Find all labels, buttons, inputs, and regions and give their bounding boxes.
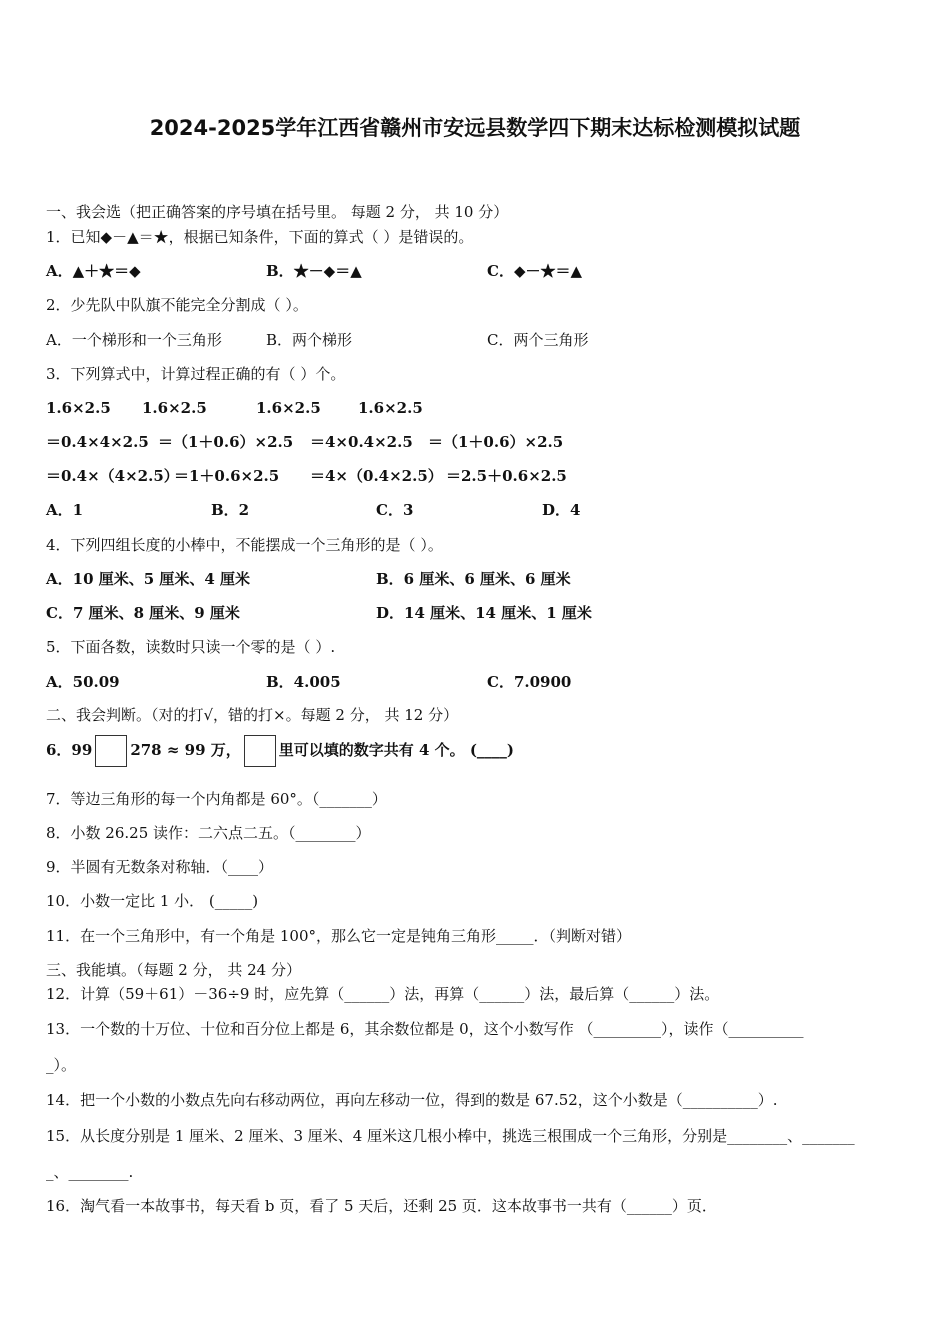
q2-option-c: C．两个三角形 xyxy=(487,331,589,349)
q13-line2: _）。 xyxy=(46,1056,77,1074)
q4-option-c: C．7 厘米、8 厘米、9 厘米 xyxy=(46,604,240,622)
q3-col3-line3: ＝4×（0.4×2.5） xyxy=(310,467,443,485)
q3-col3-line2: ＝4×0.4×2.5 xyxy=(310,433,413,451)
q3-option-c: C．3 xyxy=(376,501,414,519)
section1-heading: 一、我会选（把正确答案的序号填在括号里。 每题 2 分， 共 10 分） xyxy=(46,203,509,221)
q6-text-c: 里可以填的数字共有 4 个。 (____) xyxy=(278,741,515,759)
q2-option-b: B．两个梯形 xyxy=(266,331,353,349)
q2-stem: 2．少先队中队旗不能完全分割成（ ）。 xyxy=(46,296,308,314)
q3-col1-line3: ＝0.4×（4×2.5） xyxy=(46,467,179,485)
q3-col2-line1: 1.6×2.5 xyxy=(142,399,207,417)
q5-stem: 5．下面各数，读数时只读一个零的是（ ）. xyxy=(46,638,336,656)
q1-option-b: B．★－◆＝▲ xyxy=(266,262,362,280)
q15-line2: _、________. xyxy=(46,1163,134,1181)
q3-col1-line2: ＝0.4×4×2.5 xyxy=(46,433,149,451)
q11: 11．在一个三角形中，有一个角是 100°，那么它一定是钝角三角形_____．（判断对错） xyxy=(46,927,631,945)
q9: 9．半圆有无数条对称轴．（____） xyxy=(46,858,274,876)
q15-line1: 15．从长度分别是 1 厘米、2 厘米、3 厘米、4 厘米这几根小棒中，挑选三根围成一个三角形，分别是________、_______ xyxy=(46,1127,855,1145)
q3-col1-line1: 1.6×2.5 xyxy=(46,399,111,417)
section3-heading: 三、我能填。（每题 2 分， 共 24 分） xyxy=(46,961,301,979)
q12: 12．计算（59＋61）－36÷9 时，应先算（______）法，再算（______）法，最后算（______）法。 xyxy=(46,985,720,1003)
section2-heading: 二、我会判断。（对的打√，错的打×。每题 2 分， 共 12 分） xyxy=(46,706,459,724)
q7: 7．等边三角形的每一个内角都是 60°。（_______） xyxy=(46,790,387,808)
q13-line1: 13．一个数的十万位、十位和百分位上都是 6，其余数位都是 0，这个小数写作 （_________），读作（__________ xyxy=(46,1020,804,1038)
q3-col4-line1: 1.6×2.5 xyxy=(358,399,423,417)
q14: 14．把一个小数的小数点先向右移动两位，再向左移动一位，得到的数是 67.52，这个小数是（__________）. xyxy=(46,1091,778,1109)
q6-blank-box[interactable] xyxy=(95,735,127,767)
q4-option-d: D．14 厘米、14 厘米、1 厘米 xyxy=(376,604,592,622)
q16: 16．淘气看一本故事书，每天看 b 页，看了 5 天后，还剩 25 页．这本故事书一共有（______）页． xyxy=(46,1197,717,1215)
q5-option-a: A．50.09 xyxy=(46,673,120,691)
q8: 8．小数 26.25 读作：二六点二五。（________） xyxy=(46,824,371,842)
q3-option-b: B．2 xyxy=(211,501,250,519)
q6-text-a: 6．99 xyxy=(46,741,93,759)
q3-col4-line3: ＝2.5＋0.6×2.5 xyxy=(446,467,567,485)
q6-blank-box-2[interactable] xyxy=(244,735,276,767)
q3-col2-line2: ＝（1＋0.6）×2.5 xyxy=(158,433,294,451)
q3-option-d: D．4 xyxy=(542,501,581,519)
q2-option-a: A．一个梯形和一个三角形 xyxy=(46,331,222,349)
q1-option-a: A．▲＋★＝◆ xyxy=(46,262,141,280)
q6-text-b: 278 ≈ 99 万， xyxy=(130,741,241,759)
q1-option-c: C．◆－★＝▲ xyxy=(487,262,583,280)
q1-stem: 1．已知◆－▲＝★，根据已知条件，下面的算式（ ）是错误的。 xyxy=(46,228,474,246)
q3-col2-line3: ＝1＋0.6×2.5 xyxy=(174,467,280,485)
q3-option-a: A．1 xyxy=(46,501,84,519)
q4-stem: 4．下列四组长度的小棒中，不能摆成一个三角形的是（ ）。 xyxy=(46,536,443,554)
q6 xyxy=(46,734,514,767)
q5-option-b: B．4.005 xyxy=(266,673,341,691)
page-title: 2024-2025学年江西省赣州市安远县数学四下期末达标检测模拟试题 xyxy=(149,116,801,140)
q5-option-c: C．7.0900 xyxy=(487,673,572,691)
q3-stem: 3．下列算式中，计算过程正确的有（ ）个。 xyxy=(46,365,346,383)
q4-option-b: B．6 厘米、6 厘米、6 厘米 xyxy=(376,570,571,588)
q3-col3-line1: 1.6×2.5 xyxy=(256,399,321,417)
q10: 10．小数一定比 1 小． (_____) xyxy=(46,892,259,910)
q4-option-a: A．10 厘米、5 厘米、4 厘米 xyxy=(46,570,251,588)
q3-col4-line2: ＝（1＋0.6）×2.5 xyxy=(428,433,564,451)
